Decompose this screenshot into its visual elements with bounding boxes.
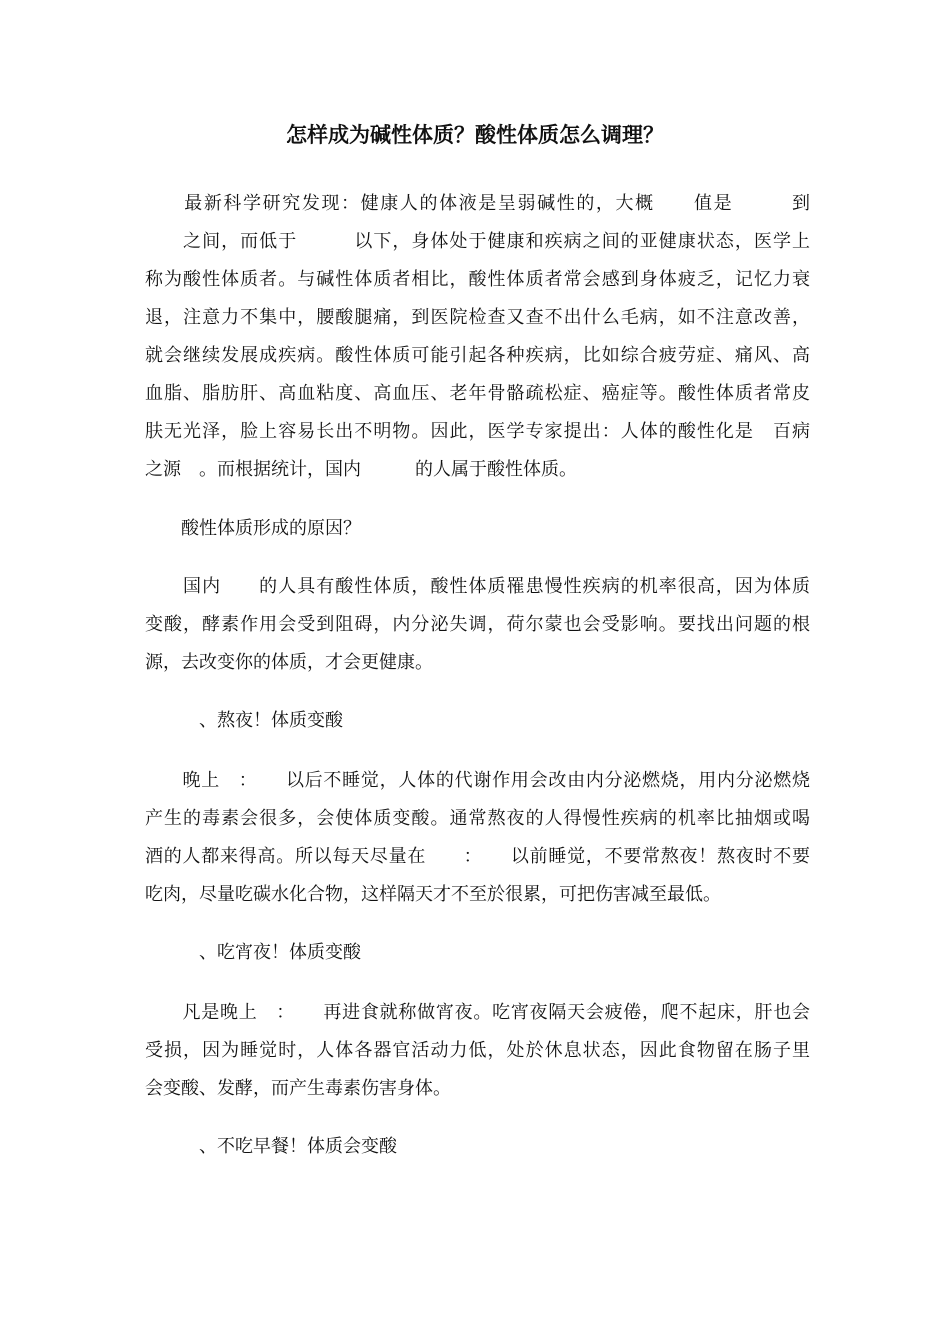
text-line: 之间，而低于 以下，身体处于健康和疾病之间的亚健康状态，医学上 — [145, 231, 810, 252]
text-line: 就会继续发展成疾病。酸性体质可能引起各种疾病，比如综合疲劳症、痛风、高 — [145, 345, 810, 366]
section-heading: 、吃宵夜！体质变酸 — [145, 942, 361, 963]
text-line: 凡是晚上 ： 再进食就称做宵夜。吃宵夜隔天会疲倦，爬不起床，肝也会 — [145, 1002, 810, 1023]
text-line: 之源 。而根据统计，国内 的人属于酸性体质。 — [145, 459, 577, 480]
text-line: 最新科学研究发现：健康人的体液是呈弱碱性的，大概 值是 到 — [145, 193, 810, 214]
text-line: 会变酸、发酵，而产生毒素伤害身体。 — [145, 1078, 451, 1099]
text-line: 血脂、脂肪肝、高血粘度、高血压、老年骨骼疏松症、癌症等。酸性体质者常皮 — [145, 383, 810, 404]
text-line: 肤无光泽，脸上容易长出不明物。因此，医学专家提出：人体的酸性化是 百病 — [145, 421, 810, 442]
text-line: 称为酸性体质者。与碱性体质者相比，酸性体质者常会感到身体疲乏，记忆力衰 — [145, 269, 810, 290]
text-line: 受损，因为睡觉时，人体各器官活动力低，处於休息状态，因此食物留在肠子里 — [145, 1040, 810, 1061]
text-line: 产生的毒素会很多，会使体质变酸。通常熬夜的人得慢性疾病的机率比抽烟或喝 — [145, 808, 810, 829]
text-line: 吃肉，尽量吃碳水化合物，这样隔天才不至於很累，可把伤害减至最低。 — [145, 884, 721, 905]
page-title: 怎样成为碱性体质？酸性体质怎么调理？ — [286, 123, 664, 147]
section-heading: 、熬夜！体质变酸 — [145, 710, 343, 731]
text-line: 变酸，酵素作用会受到阻碍，内分泌失调，荷尔蒙也会受影响。要找出问题的根 — [145, 614, 810, 635]
text-line: 退，注意力不集中，腰酸腿痛，到医院检查又查不出什么毛病，如不注意改善， — [145, 307, 810, 328]
section-heading: 、不吃早餐！体质会变酸 — [145, 1136, 397, 1157]
text-line: 源，去改变你的体质，才会更健康。 — [145, 652, 433, 673]
text-line: 晚上 ： 以后不睡觉，人体的代谢作用会改由内分泌燃烧，用内分泌燃烧 — [145, 770, 810, 791]
section-heading: 酸性体质形成的原因？ — [145, 518, 361, 539]
text-line: 国内 的人具有酸性体质，酸性体质罹患慢性疾病的机率很高，因为体质 — [145, 576, 810, 597]
text-line: 酒的人都来得高。所以每天尽量在 ： 以前睡觉，不要常熬夜！熬夜时不要 — [145, 846, 810, 867]
